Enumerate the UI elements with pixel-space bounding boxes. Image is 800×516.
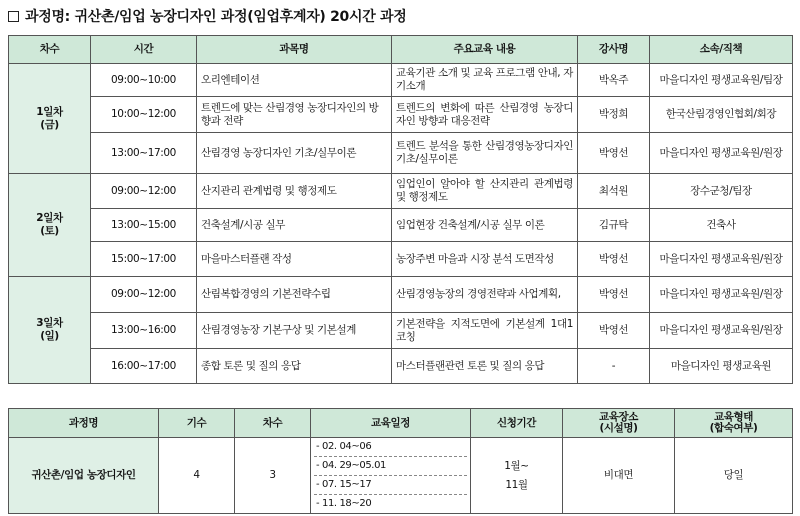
list-item: - 04. 29~05.01 (314, 457, 467, 476)
day-label: 2일차 (토) (9, 174, 91, 277)
header-affiliation: 소속/직책 (650, 36, 793, 64)
content-cell: 트렌드의 변화에 따른 산림경영 농장디자인 방향과 대응전략 (392, 97, 578, 133)
day-label: 1일차 (금) (9, 64, 91, 174)
list-item: - 11. 18~20 (316, 498, 372, 509)
content-cell: 기본전략을 지적도면에 기본설계 1대1코칭 (392, 313, 578, 349)
header-cohorts: 기수 (159, 409, 235, 438)
instructor-cell: 박영선 (578, 313, 650, 349)
subject-cell: 오리엔테이션 (197, 64, 392, 97)
curriculum-header-row (9, 36, 793, 64)
instructor-cell: 박영선 (578, 242, 650, 277)
content-cell: 트렌드 분석을 통한 산림경영농장디자인 기초/실무이론 (392, 133, 578, 174)
content-cell: 교육기관 소개 및 교육 프로그램 안내, 자기소개 (392, 64, 578, 97)
subject-cell: 건축설계/시공 실무 (197, 209, 392, 242)
instructor-cell: 최석원 (578, 174, 650, 209)
time-cell: 15:00~17:00 (91, 242, 197, 277)
course-name-cell: 귀산촌/임업 농장디자인 (9, 438, 159, 514)
format-cell: 당일 (675, 438, 793, 514)
table-row (9, 97, 793, 133)
affiliation-cell: 마을디자인 평생교육원/원장 (650, 277, 793, 313)
content-cell: 농장주변 마을과 시장 분석 도면작성 (392, 242, 578, 277)
content-cell: 임업현장 건축설계/시공 실무 이론 (392, 209, 578, 242)
table-row (9, 64, 793, 97)
instructor-cell: - (578, 349, 650, 384)
instructor-cell: 박영선 (578, 277, 650, 313)
time-cell: 16:00~17:00 (91, 349, 197, 384)
affiliation-cell: 마을디자인 평생교육원/원장 (650, 133, 793, 174)
time-cell: 09:00~12:00 (91, 174, 197, 209)
header-time: 시간 (91, 36, 197, 64)
time-cell: 13:00~17:00 (91, 133, 197, 174)
affiliation-cell: 마을디자인 평생교육원/원장 (650, 313, 793, 349)
header-instructor: 강사명 (578, 36, 650, 64)
content-cell: 산림경영농장의 경영전략과 사업계획, (392, 277, 578, 313)
affiliation-cell: 장수군청/팀장 (650, 174, 793, 209)
page-title (8, 6, 406, 26)
content-cell: 마스터플랜관련 토론 및 질의 응답 (392, 349, 578, 384)
header-application-period: 신청기간 (471, 409, 563, 438)
summary-header-row (9, 409, 793, 438)
curriculum-table (8, 35, 793, 384)
affiliation-cell: 건축사 (650, 209, 793, 242)
checkbox-square-icon (8, 11, 19, 22)
instructor-cell: 김규탁 (578, 209, 650, 242)
summary-table (8, 408, 793, 514)
content-cell: 임업인이 알아야 할 산지관리 관계법령 및 행정제도 (392, 174, 578, 209)
time-cell: 09:00~12:00 (91, 277, 197, 313)
header-schedule: 교육일정 (311, 409, 471, 438)
subject-cell: 마을마스터플랜 작성 (197, 242, 392, 277)
affiliation-cell: 마을디자인 평생교육원/원장 (650, 242, 793, 277)
time-cell: 10:00~12:00 (91, 97, 197, 133)
table-row (9, 209, 793, 242)
subject-cell: 산지관리 관계법령 및 행정제도 (197, 174, 392, 209)
time-cell: 13:00~15:00 (91, 209, 197, 242)
time-cell: 13:00~16:00 (91, 313, 197, 349)
subject-cell: 종합 토론 및 질의 응답 (197, 349, 392, 384)
header-location: 교육장소 (시설명) (563, 409, 675, 438)
header-session: 차수 (9, 36, 91, 64)
application-period-cell: 1월~ 11월 (471, 438, 563, 514)
table-row (9, 174, 793, 209)
table-row (9, 313, 793, 349)
instructor-cell: 박옥주 (578, 64, 650, 97)
subject-cell: 산림복합경영의 기본전략수립 (197, 277, 392, 313)
schedule-list (314, 438, 467, 513)
page-title-text: 과정명: 귀산촌/임업 농장디자인 과정(임업후계자) 20시간 과정 (25, 9, 407, 25)
affiliation-cell: 마을디자인 평생교육원 (650, 349, 793, 384)
schedule-cell (311, 438, 471, 514)
table-row (9, 438, 793, 514)
subject-cell: 산림경영 농장디자인 기초/실무이론 (197, 133, 392, 174)
affiliation-cell: 마을디자인 평생교육원/팀장 (650, 64, 793, 97)
instructor-cell: 박영선 (578, 133, 650, 174)
instructor-cell: 박정희 (578, 97, 650, 133)
sessions-cell: 3 (235, 438, 311, 514)
header-sessions: 차수 (235, 409, 311, 438)
time-cell: 09:00~10:00 (91, 64, 197, 97)
header-format: 교육형태 (합숙여부) (675, 409, 793, 438)
header-content: 주요교육 내용 (392, 36, 578, 64)
affiliation-cell: 한국산림경영인협회/회장 (650, 97, 793, 133)
list-item: - 02. 04~06 (314, 438, 467, 457)
table-row (9, 242, 793, 277)
table-row (9, 133, 793, 174)
day-label: 3일차 (일) (9, 277, 91, 384)
table-row (9, 349, 793, 384)
list-item: - 07. 15~17 (314, 476, 467, 495)
header-subject: 과목명 (197, 36, 392, 64)
subject-cell: 산림경영농장 기본구상 및 기본설계 (197, 313, 392, 349)
subject-cell: 트렌드에 맞는 산림경영 농장디자인의 방향과 전략 (197, 97, 392, 133)
cohorts-cell: 4 (159, 438, 235, 514)
header-course: 과정명 (9, 409, 159, 438)
location-cell: 비대면 (563, 438, 675, 514)
table-row (9, 277, 793, 313)
